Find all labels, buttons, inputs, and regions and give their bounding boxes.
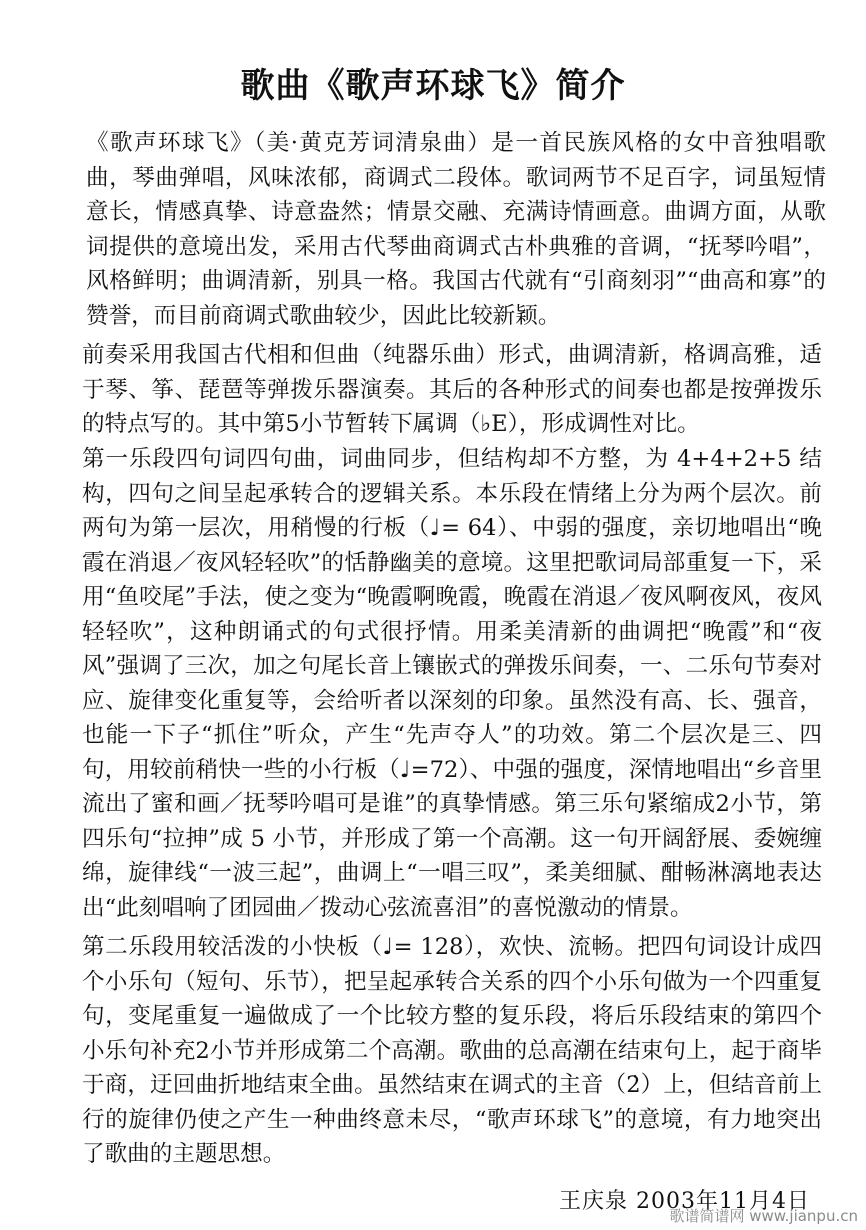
paragraph-intro: 《歌声环球飞》（美·黄克芳词清泉曲）是一首民族风格的女中音独唱歌曲，琴曲弹唱，风味浓郁，商调式二段体。歌词两节不足百字，词虽短情意长，情感真挚、诗意盎然；情景交融、充满诗情画意。曲调方面，从歌词提供的意境出发，采用古代琴曲商调式古朴典雅的音调，“抚琴吟唱”，风格鲜明；曲调清新，别具一格。我国古代就有“引商刻羽”“曲高和寡”的赞誉，而目前商调式歌曲较少，因此比较新颖。 bbox=[86, 130, 826, 329]
paragraph-prelude: 前奏采用我国古代相和但曲（纯器乐曲）形式，曲调清新，格调高雅，适于琴、筝、琵琶等弹拨乐器演奏。其后的各种形式的间奏也都是按弹拨乐的特点写的。其中第5小节暂转下属调（♭E），形成调性对比。 bbox=[82, 342, 822, 437]
site-watermark[interactable]: 歌谱简谱网 www.jianpu.cn bbox=[669, 1207, 858, 1225]
paragraph-section-two: 第二乐段用较活泼的小快板（♩= 128），欢快、流畅。把四句词设计成四个小乐句（短句、乐节），把呈起承转合关系的四个小乐句做为一个四重复句，变尾重复一遍做成了一个比较方整的复乐段，将后乐段结束的第四个小乐句补充2小节并形成第二个高潮。歌曲的总高潮在结束句上，起于商毕于商，迂回曲折地结束全曲。虽然结束在调式的主音（2̇）上，但结音前上行的旋律仍使之产生一种曲终意未尽，“歌声环球飞”的意境，有力地突出了歌曲的主题思想。 bbox=[82, 934, 822, 1167]
author-signature: 王庆泉 2003年11月4日 bbox=[559, 1189, 810, 1214]
page-title: 歌曲《歌声环球飞》简介 bbox=[240, 66, 626, 106]
paragraph-section-one: 第一乐段四句词四句曲，词曲同步，但结构却不方整，为 4+4+2+5 结构，四句之间呈起承转合的逻辑关系。本乐段在情绪上分为两个层次。前两句为第一层次，用稍慢的行板（♩= 64）、中弱的强度，亲切地唱出“晚霞在消退／夜风轻轻吹”的恬静幽美的意境。这里把歌词局部重复一下，采用“鱼咬尾”手法，使之变为“晚霞啊晚霞，晚霞在消退／夜风啊夜风，夜风轻轻吹”，这种朗诵式的句式很抒情。用柔美清新的曲调把“晚霞”和“夜风”强调了三次，加之句尾长音上镶嵌式的弹拨乐间奏，一、二乐句节奏对应、旋律变化重复等，会给听者以深刻的印象。虽然没有高、长、强音，也能一下子“抓住”听众，产生“先声夺人”的功效。第二个层次是三、四句，用较前稍快一些的小行板（♩=72）、中强的强度，深情地唱出“乡音里流出了蜜和画／抚琴吟唱可是谁”的真挚情感。第三乐句紧缩成2小节，第四乐句“拉抻”成 5 小节，并形成了第一个高潮。这一句开阔舒展、委婉缠绵，旋律线“一波三起”，曲调上“一唱三叹”，柔美细腻、酣畅淋漓地表达出“此刻唱响了团园曲／拨动心弦流喜泪”的喜悦激动的情景。 bbox=[82, 446, 822, 921]
